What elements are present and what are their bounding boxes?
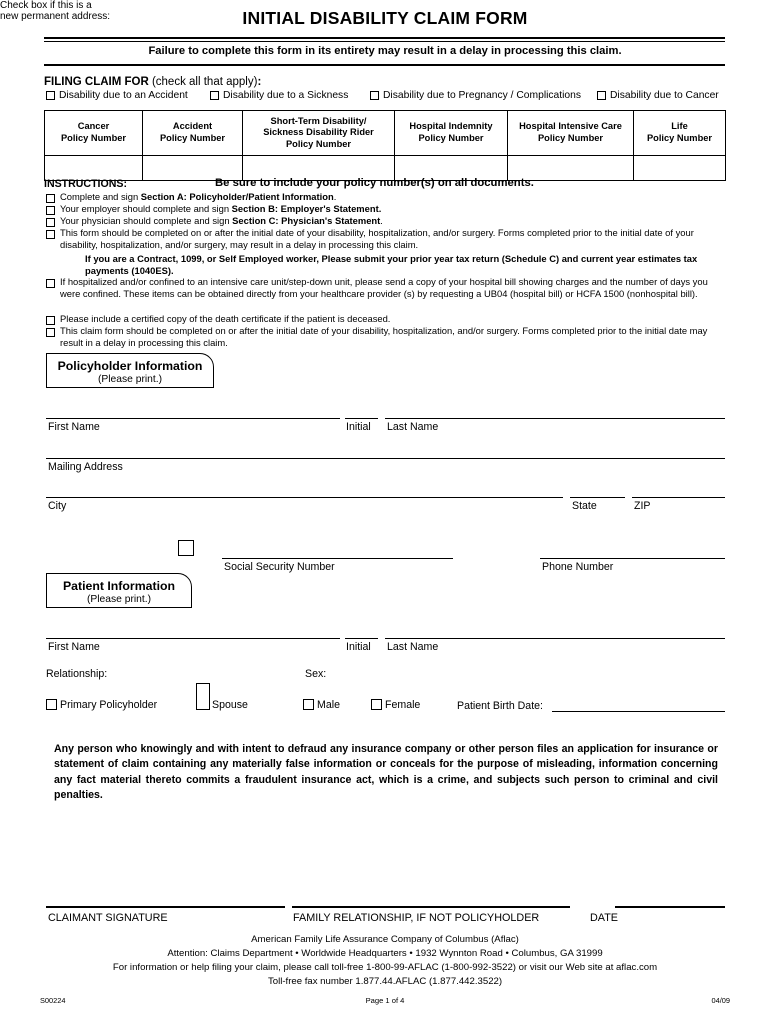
table-col-hospital-intensive-care <box>508 111 634 156</box>
checkbox-new-permanent-address[interactable] <box>178 540 194 556</box>
instruction-bullet-6-icon <box>46 316 55 325</box>
new-permanent-address-label-line1: Check box if this is a <box>0 0 92 11</box>
col-line2: Policy Number <box>418 133 484 143</box>
policyholder-mailing-address-label: Mailing Address <box>48 461 123 473</box>
signature-date-label: DATE <box>590 912 618 924</box>
checkbox-relationship-spouse[interactable] <box>196 683 210 710</box>
col-line2: Policy Number <box>60 133 127 143</box>
patient-first-name-line[interactable] <box>46 638 340 639</box>
policyholder-zip-line[interactable] <box>632 497 725 498</box>
footer-form-id: S00224 <box>40 996 66 1005</box>
fraud-notice: Any person who knowingly and with intent to defraud any insurance company or other person files an application for insurance or statement of claim containing any materially false information or conceals for the purpose of misleading, information concerning any fact material thereto commits a fraudulent insurance act, which is a crime, and subjects such person to criminal and civil penalties. <box>54 743 718 801</box>
policyholder-ssn-line[interactable] <box>222 558 453 559</box>
policyholder-initial-label: Initial <box>346 421 371 433</box>
family-relationship-label: FAMILY RELATIONSHIP, IF NOT POLICYHOLDER <box>293 912 540 924</box>
claimant-signature-label: CLAIMANT SIGNATURE <box>48 912 168 924</box>
col-line1: Short-Term Disability/ <box>270 115 367 126</box>
policyholder-information-tab <box>46 353 214 388</box>
footer-company-line: American Family Life Assurance Company of Columbus (Aflac) <box>251 934 519 945</box>
instruction-item-4: This form should be completed on or after the initial date of your disability, hospitalization, and/or surgery. Forms completed prior to the initial date of your disability, hospitalization, and/or surgery, may result in a delay in processing this claim. <box>60 227 694 250</box>
col-line2: Sickness Disability Rider <box>263 127 374 138</box>
table-col-hospital-indemnity <box>395 111 508 156</box>
family-relationship-line[interactable] <box>292 906 570 908</box>
policyholder-last-name-label: Last Name <box>387 421 439 433</box>
table-header-row <box>45 111 726 156</box>
header-rule-top <box>44 37 725 39</box>
footer-page-number: Page 1 of 4 <box>365 996 405 1005</box>
patient-information-subtitle: (Please print.) <box>86 594 152 605</box>
checkbox-label-disability-sickness: Disability due to a Sickness <box>223 90 349 101</box>
patient-birth-date-line[interactable] <box>552 711 725 712</box>
policyholder-first-name-label: First Name <box>48 421 100 433</box>
instruction-bullet-3-icon <box>46 218 55 227</box>
footer-contact-line: For information or help filing your claim, please call toll-free 1-800-99-AFLAC (1-800-992-3522) or visit our Web site at aflac.com <box>112 962 658 973</box>
footer-fax-line: Toll-free fax number 1.877.44.AFLAC (1.877.442.3522) <box>267 976 503 987</box>
col-line1: Hospital Indemnity <box>409 121 493 132</box>
checkbox-label-relationship-spouse: Spouse <box>212 699 248 711</box>
checkbox-label-disability-cancer: Disability due to Cancer <box>610 90 719 101</box>
instructions-policy-note: Be sure to include your policy number(s) on all documents. <box>215 177 534 189</box>
col-line2: Policy Number <box>159 133 226 143</box>
policyholder-last-name-line[interactable] <box>385 418 725 419</box>
patient-last-name-line[interactable] <box>385 638 725 639</box>
new-permanent-address-label-line2: new permanent address: <box>0 11 111 22</box>
checkbox-sex-male[interactable] <box>303 699 314 710</box>
patient-information-title: Patient Information <box>62 579 176 593</box>
policyholder-phone-line[interactable] <box>540 558 725 559</box>
policy-input-life[interactable] <box>634 156 726 181</box>
header-rule-bottom <box>44 64 725 66</box>
instruction-item-1: Complete and sign Section A: Policyholder/Patient Information. <box>60 191 337 202</box>
signature-date-line[interactable] <box>615 906 725 908</box>
filing-claim-for-note: (check all that apply) <box>148 76 258 88</box>
checkbox-disability-cancer[interactable] <box>597 91 606 100</box>
policyholder-city-label: City <box>48 500 67 512</box>
policyholder-city-line[interactable] <box>46 497 563 498</box>
page-title: INITIAL DISABILITY CLAIM FORM <box>242 8 528 28</box>
policyholder-first-name-line[interactable] <box>46 418 340 419</box>
instruction-bullet-5-icon <box>46 279 55 288</box>
patient-last-name-label: Last Name <box>387 641 439 653</box>
patient-first-name-label: First Name <box>48 641 100 653</box>
col-line2: Policy Number <box>537 133 604 143</box>
policyholder-zip-label: ZIP <box>634 500 651 512</box>
col-line3: Policy Number <box>285 138 352 149</box>
col-line2: Policy Number <box>646 133 713 143</box>
filing-claim-for-bold: FILING CLAIM FOR <box>44 76 149 88</box>
policyholder-information-subtitle: (Please print.) <box>97 374 163 385</box>
policyholder-state-label: State <box>572 500 597 512</box>
footer-revision-date: 04/09 <box>711 996 730 1005</box>
instruction-item-7: This claim form should be completed on or after the initial date of your disability, hospitalization, and/or surgery. Forms completed prior to the initial date may result in a delay in processing this claim. <box>60 325 708 348</box>
col-line1: Cancer <box>77 121 110 132</box>
policyholder-information-title: Policyholder Information <box>57 359 203 373</box>
table-col-cancer <box>45 111 143 156</box>
patient-birth-date-label: Patient Birth Date: <box>457 700 543 712</box>
policyholder-ssn-label: Social Security Number <box>224 561 335 573</box>
policyholder-phone-label: Phone Number <box>542 561 614 573</box>
table-col-short-term-disability <box>243 111 395 156</box>
instruction-bullet-2-icon <box>46 206 55 215</box>
policyholder-initial-line[interactable] <box>345 418 378 419</box>
checkbox-relationship-primary-policyholder[interactable] <box>46 699 57 710</box>
instruction-bullet-4-icon <box>46 230 55 239</box>
instruction-item-5: If hospitalized and/or confined to an intensive care unit/step-down unit, please send a copy of your hospital bill showing charges and the number of days you were confined. These items can be obtained directly from your healthcare provider (s) by requesting a UB04 (hospital bill) or HCFA 1500 (nonhospital bill). <box>60 276 708 299</box>
patient-initial-label: Initial <box>346 641 371 653</box>
checkbox-disability-accident[interactable] <box>46 91 55 100</box>
policyholder-state-line[interactable] <box>570 497 625 498</box>
checkbox-label-sex-male: Male <box>317 699 340 711</box>
patient-relationship-label: Relationship: <box>46 668 108 680</box>
policy-number-table <box>44 110 726 181</box>
header-rule-top-hair <box>44 41 725 42</box>
instruction-contract-note: If you are a Contract, 1099, or Self Employed worker, Please submit your prior year tax return (Schedule C) and current year estimates tax payments (1040ES). <box>85 253 698 276</box>
instruction-item-3: Your physician should complete and sign Section C: Physician's Statement. <box>60 215 383 226</box>
instructions-heading: INSTRUCTIONS: <box>44 178 127 190</box>
checkbox-sex-female[interactable] <box>371 699 382 710</box>
table-col-accident <box>143 111 243 156</box>
patient-information-tab <box>46 573 192 608</box>
policy-input-cancer[interactable] <box>45 156 143 181</box>
patient-initial-line[interactable] <box>345 638 378 639</box>
checkbox-disability-sickness[interactable] <box>210 91 219 100</box>
col-line1: Life <box>671 121 688 132</box>
instruction-bullet-7-icon <box>46 328 55 337</box>
instruction-item-2: Your employer should complete and sign Section B: Employer's Statement. <box>60 203 382 214</box>
checkbox-label-relationship-primary-policyholder: Primary Policyholder <box>60 699 158 711</box>
instruction-item-6: Please include a certified copy of the death certificate if the patient is deceased. <box>60 313 391 324</box>
patient-sex-label: Sex: <box>305 668 327 680</box>
filing-claim-for-colon: : <box>257 76 262 88</box>
footer-address-line: Attention: Claims Department • Worldwide Headquarters • 1932 Wynnton Road • Columbus, GA 31999 <box>167 948 603 959</box>
checkbox-disability-pregnancy[interactable] <box>370 91 379 100</box>
instruction-bullet-1-icon <box>46 194 55 203</box>
claimant-signature-line[interactable] <box>46 906 285 908</box>
table-col-life <box>634 111 726 156</box>
checkbox-label-disability-pregnancy: Disability due to Pregnancy / Complications <box>383 90 582 101</box>
filing-claim-for-label <box>44 76 261 88</box>
col-line1: Accident <box>172 121 213 132</box>
policyholder-mailing-address-line[interactable] <box>46 458 725 459</box>
checkbox-label-sex-female: Female <box>385 699 421 711</box>
col-line1: Hospital Intensive Care <box>519 121 622 132</box>
checkbox-label-disability-accident: Disability due to an Accident <box>59 90 188 101</box>
form-subtitle: Failure to complete this form in its entirety may result in a delay in processing this claim. <box>148 45 622 57</box>
